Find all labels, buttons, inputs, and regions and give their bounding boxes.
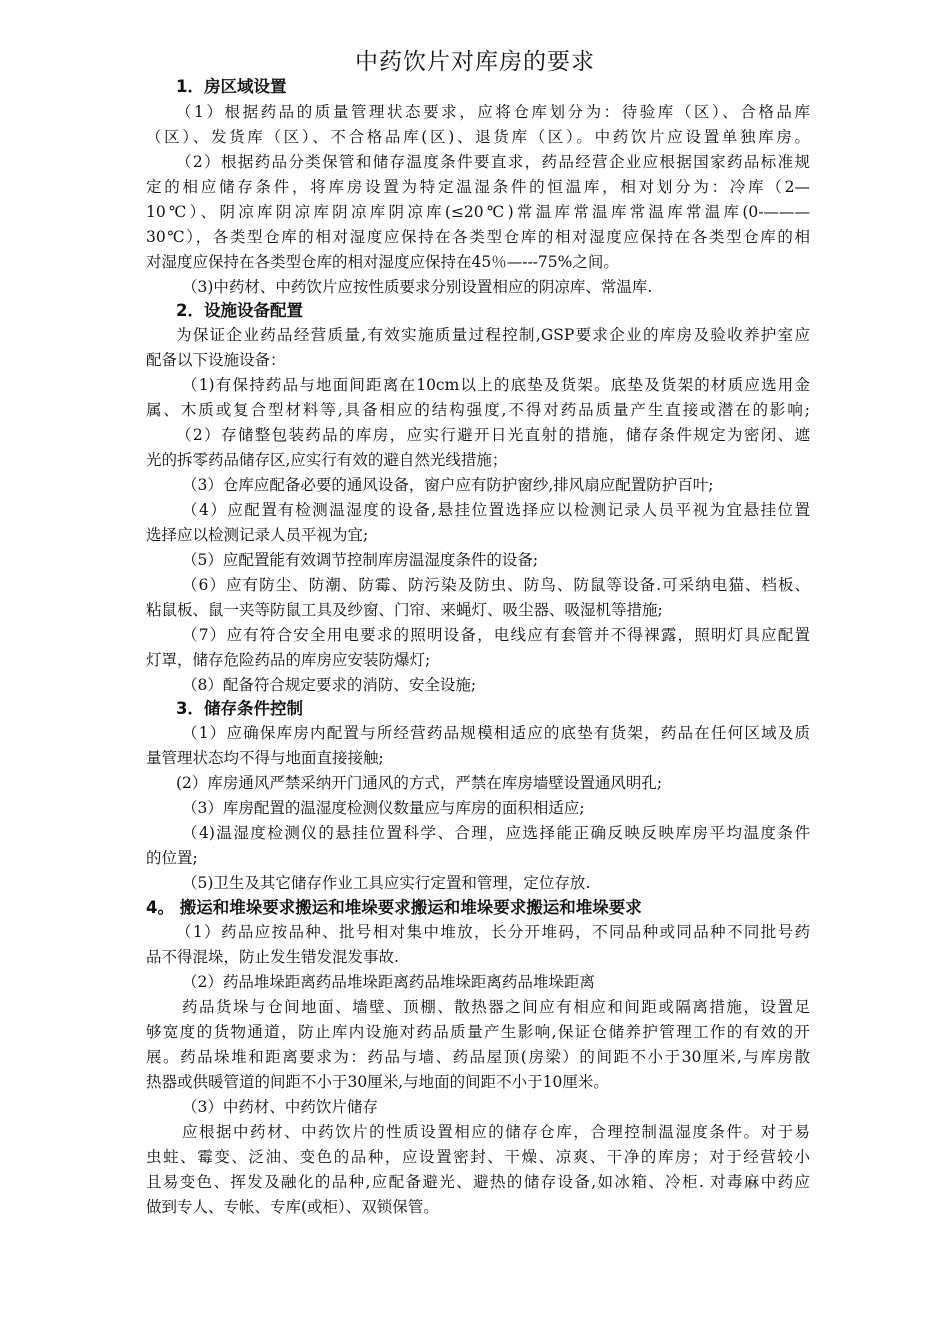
paragraph-line: 热器或供暖管道的间距不小于30厘米,与地面的间距不小于10厘米。 (146, 1073, 609, 1091)
paragraph-line: 品不得混垛，防止发生错发混发事故. (146, 948, 399, 966)
paragraph-line: 30℃），各类型仓库的相对湿度应保持在各类型仓库的相对湿度应保持在各类型仓库的相 (146, 228, 810, 246)
paragraph-line: （2）存储整包装药品的库房，应实行避开日光直射的措施，储存条件规定为密闭、遮 (176, 426, 810, 444)
paragraph-line: （区）、发货库（区）、不合格品库(区)、退货库（区）。中药饮片应设置单独库房。 (146, 128, 810, 146)
paragraph-line: （1）药品应按品种、批号相对集中堆放，长分开堆码，不同品种或同品种不同批号药 (176, 923, 810, 941)
paragraph-line: （3）仓库应配备必要的通风设备，窗户应有防护窗纱,排风扇应配置防护百叶; (182, 476, 714, 494)
paragraph-line: 且易变色、挥发及融化的品种,应配备避光、避热的储存设备,如冰箱、冷柜. 对毒麻中药应 (146, 1173, 810, 1191)
paragraph-line: （4)温湿度检测仪的悬挂位置科学、合理，应选择能正确反映反映库房平均温度条件 (182, 824, 810, 842)
paragraph-line: 药品货垛与仓间地面、墙壁、顶棚、散热器之间应有相应和间距或隔离措施，设置足 (182, 998, 810, 1016)
section-heading: 1．房区域设置 (176, 77, 287, 96)
paragraph-line: （6）应有防尘、防潮、防霉、防污染及防虫、防鸟、防鼠等设备.可采纳电猫、档板、 (182, 576, 810, 594)
paragraph-line: （3)中药材、中药饮片应按性质要求分别设置相应的阴凉库、常温库. (182, 278, 653, 296)
paragraph-line: (2）库房通风严禁采纳开门通风的方式，严禁在库房墙壁设置通风明孔; (176, 774, 663, 792)
paragraph-line: 够宽度的货物通道，防止库内设施对药品质量产生影响,保证仓储养护管理工作的有效的开 (146, 1023, 810, 1041)
paragraph-line: 对湿度应保持在各类型仓库的相对湿度应保持在45％—---75%之间。 (146, 253, 619, 271)
paragraph-line: 虫蛀、霉变、泛油、变色的品种，应设置密封、干燥、凉爽、干净的库房；对于经营较小 (146, 1148, 810, 1166)
paragraph-line: 展。药品垛堆和距离要求为：药品与墙、药品屋顶(房梁）的间距不小于30厘米,与库房散 (146, 1048, 810, 1066)
paragraph-line: （5)卫生及其它储存作业工具应实行定置和管理，定位存放. (182, 874, 591, 892)
paragraph-line: 量管理状态均不得与地面直接接触; (146, 749, 384, 767)
paragraph-line: 灯罩，储存危险药品的库房应安装防爆灯; (146, 651, 431, 669)
paragraph-line: 做到专人、专帐、专库(或柜）、双锁保管。 (146, 1198, 439, 1216)
paragraph-line: 为保证企业药品经营质量,有效实施质量过程控制,GSP要求企业的库房及验收养护室应 (176, 326, 810, 344)
paragraph-line: 光的拆零药品储存区,应实行有效的避自然光线措施； (146, 451, 508, 469)
paragraph-line: （5）应配置能有效调节控制库房温湿度条件的设备; (182, 551, 539, 569)
paragraph-line: （4）应配置有检测温湿度的设备,悬挂位置选择应以检测记录人员平视为宜悬挂位置 (182, 501, 810, 519)
paragraph-line: （8）配备符合规定要求的消防、安全设施; (182, 676, 477, 694)
paragraph-line: 应根据中药材、中药饮片的性质设置相应的储存仓库，合理控制温湿度条件。对于易 (182, 1123, 810, 1141)
section-heading: 3．储存条件控制 (176, 699, 303, 718)
page-title: 中药饮片对库房的要求 (355, 49, 595, 75)
paragraph-line: （7）应有符合安全用电要求的照明设备，电线应有套管并不得裸露，照明灯具应配置 (182, 626, 810, 644)
paragraph-line: （2）药品堆垛距离药品堆垛距离药品堆垛距离药品堆垛距离 (182, 973, 595, 991)
paragraph-line: 10℃）、阴凉库阴凉库阴凉库阴凉库(≤20℃)常温库常温库常温库常温库(0-——— (146, 203, 810, 221)
paragraph-line: 定的相应储存条件，将库房设置为特定温湿条件的恒温库，相对划分为：冷库（2— (146, 178, 810, 196)
paragraph-line: （2）根据药品分类保管和储存温度条件要直求，药品经营企业应根据国家药品标准规 (176, 153, 810, 171)
paragraph-line: 配备以下设施设备： (146, 351, 286, 369)
paragraph-line: （1）根据药品的质量管理状态要求，应将仓库划分为：待验库（区）、合格品库 (176, 103, 810, 121)
paragraph-line: （3）库房配置的温湿度检测仪数量应与库房的面积相适应; (182, 799, 585, 817)
paragraph-line: 属、木质或复合型材料等,具备相应的结构强度,不得对药品质量产生直接或潜在的影响; (146, 401, 810, 419)
section-heading: 4。 搬运和堆垛要求搬运和堆垛要求搬运和堆垛要求搬运和堆垛要求 (146, 898, 642, 917)
paragraph-line: 选择应以检测记录人员平视为宜; (146, 526, 369, 544)
paragraph-line: 的位置; (146, 849, 198, 867)
paragraph-line: （1)有保持药品与地面间距离在10cm以上的底垫及货架。底垫及货架的材质应选用金 (182, 376, 810, 394)
paragraph-line: （1）应确保库房内配置与所经营药品规模相适应的底垫有货架，药品在任何区域及质 (182, 724, 810, 742)
paragraph-line: 粘鼠板、鼠一夹等防鼠工具及纱窗、门帘、来蝇灯、吸尘器、吸湿机等措施; (146, 601, 663, 619)
section-heading: 2．设施设备配置 (176, 301, 303, 320)
paragraph-line: （3）中药材、中药饮片储存 (182, 1098, 378, 1116)
